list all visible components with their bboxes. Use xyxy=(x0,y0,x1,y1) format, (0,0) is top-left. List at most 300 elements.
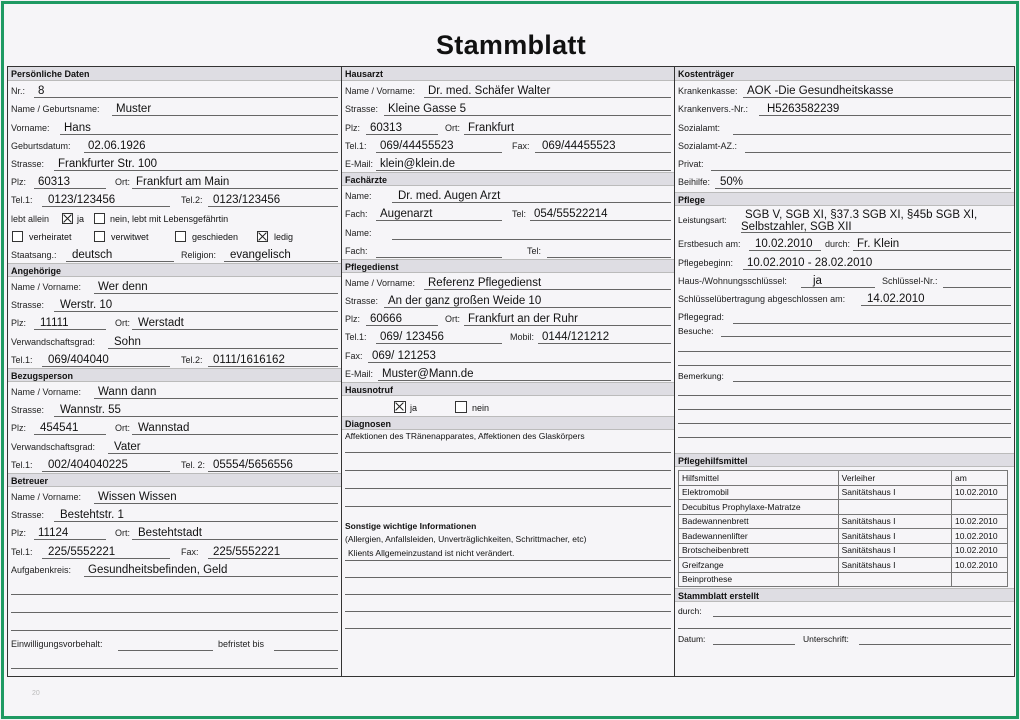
table-cell[interactable] xyxy=(838,572,951,587)
verw-value[interactable]: Vater xyxy=(114,440,141,453)
diagnosen-line xyxy=(345,506,671,507)
row-lebt-allein xyxy=(8,208,341,226)
beihilfe-value[interactable]: 50% xyxy=(720,176,744,189)
row-strasse xyxy=(342,291,674,309)
row-fach xyxy=(342,204,674,222)
tel2-label: Tel.2: xyxy=(181,354,203,365)
bemerkung-line xyxy=(733,381,1011,382)
email-label: E-Mail: xyxy=(345,368,374,379)
sozialamt-az-underline[interactable] xyxy=(745,152,1011,153)
table-cell[interactable]: Sanitätshaus I xyxy=(838,543,951,558)
strasse-value[interactable]: An der ganz großen Weide 10 xyxy=(388,295,542,308)
table-cell[interactable]: 10.02.2010 xyxy=(952,558,1008,573)
fax-underline xyxy=(535,152,671,153)
blank-line[interactable] xyxy=(11,668,338,669)
verw-value[interactable]: Sohn xyxy=(114,335,141,348)
row-hausnotruf xyxy=(342,396,674,416)
email-value[interactable]: klein@klein.de xyxy=(380,157,455,170)
durch-label: durch: xyxy=(825,239,851,250)
ort-label: Ort: xyxy=(115,423,130,434)
section-header: Angehörige xyxy=(8,263,341,277)
table-cell[interactable]: Elektromobil xyxy=(679,485,839,500)
nein-label: nein xyxy=(472,402,490,413)
beihilfe-label: Beihilfe: xyxy=(678,177,711,188)
bemerkung-line xyxy=(678,395,1011,396)
ort-value[interactable]: Frankfurt an der Ruhr xyxy=(468,313,578,326)
row-schluessel xyxy=(675,271,1014,289)
ort-value[interactable]: Frankfurt xyxy=(468,121,515,134)
tel1-value[interactable]: 225/5552221 xyxy=(48,545,116,558)
durch-label: durch: xyxy=(678,606,702,617)
table-row xyxy=(679,543,1008,558)
table-cell[interactable] xyxy=(952,500,1008,515)
name-label: Name / Vorname: xyxy=(345,86,416,97)
hausnotruf-nein-checkbox[interactable] xyxy=(455,401,467,413)
diagnosen-line xyxy=(345,488,671,489)
row-name2 xyxy=(342,222,674,240)
footer-page-number: 20 xyxy=(32,690,40,697)
tel2-underline xyxy=(208,206,338,207)
pflegegrad-underline[interactable] xyxy=(733,323,1011,324)
plz-label: Plz: xyxy=(345,314,361,325)
row-tel-fax xyxy=(8,541,341,559)
plz-underline xyxy=(34,188,106,189)
religion-value[interactable]: evangelisch xyxy=(230,248,291,261)
ort-underline xyxy=(132,539,338,540)
row-sozialamt-az xyxy=(675,136,1014,154)
table-row xyxy=(679,514,1008,529)
tel1-underline xyxy=(42,558,170,559)
ja-label: ja xyxy=(77,213,85,224)
row-blank xyxy=(8,614,341,632)
ledig-checkbox[interactable] xyxy=(257,231,268,242)
row-leistungsart xyxy=(675,206,1014,234)
erstbesuch-value[interactable]: 10.02.2010 xyxy=(755,238,813,251)
datum-line[interactable] xyxy=(713,644,795,645)
section-header: Diagnosen xyxy=(342,416,674,430)
strasse-underline xyxy=(54,170,338,171)
section-header: Pflegehilfsmittel xyxy=(675,453,1014,467)
row-versnr xyxy=(675,99,1014,117)
plz-underline xyxy=(366,325,438,326)
plz-label: Plz: xyxy=(11,423,27,434)
row-tel xyxy=(8,455,341,473)
durch-underline xyxy=(853,250,1011,251)
strasse-label: Strasse: xyxy=(345,296,379,307)
table-cell[interactable]: Sanitätshaus I xyxy=(838,558,951,573)
plz-value[interactable]: 454541 xyxy=(40,422,79,435)
name-underline xyxy=(424,97,671,98)
besuche-line xyxy=(678,351,1011,352)
besuche-line xyxy=(678,365,1011,366)
email-value[interactable]: Muster@Mann.de xyxy=(382,367,474,380)
blank-line[interactable] xyxy=(11,594,338,595)
section-diagnosen xyxy=(342,416,674,518)
row-email xyxy=(342,364,674,382)
tel1-value[interactable]: 0123/123456 xyxy=(48,194,116,207)
section-header: Persönliche Daten xyxy=(8,67,341,81)
row-erstbesuch xyxy=(675,234,1014,252)
privat-label: Privat: xyxy=(678,158,704,169)
blank-line[interactable] xyxy=(678,628,1011,629)
tel1-label: Tel.1: xyxy=(11,546,33,557)
row-strasse xyxy=(342,99,674,117)
name-value[interactable]: Wer denn xyxy=(98,281,148,294)
row-familienstand xyxy=(8,227,341,245)
bemerkung-line xyxy=(678,423,1011,424)
ort-underline xyxy=(464,325,671,326)
row-tel xyxy=(8,350,341,368)
table-cell[interactable]: 10.02.2010 xyxy=(952,514,1008,529)
section-pflegedienst xyxy=(342,259,674,382)
ort-label: Ort: xyxy=(115,528,130,539)
section-hausnotruf xyxy=(342,382,674,416)
table-cell[interactable]: Sanitätshaus I xyxy=(838,485,951,500)
plz-value[interactable]: 60313 xyxy=(370,121,402,134)
name-value[interactable]: Muster xyxy=(116,103,152,116)
lebt-allein-ja-checkbox[interactable] xyxy=(62,213,73,224)
vorname-underline xyxy=(60,134,338,135)
unterschrift-line[interactable] xyxy=(859,644,1011,645)
row-tel-fax xyxy=(342,136,674,154)
kasse-label: Krankenkasse: xyxy=(678,86,738,97)
tel1-underline xyxy=(376,343,502,344)
nein-lebt-label: nein, lebt mit Lebensgefährtin xyxy=(110,213,229,224)
hilfsmittel-table-wrap xyxy=(675,467,1014,588)
column-left xyxy=(8,67,342,676)
tel2-value[interactable]: 05554/5656556 xyxy=(213,458,293,471)
ort-value[interactable]: Bestehtstadt xyxy=(138,527,202,540)
row-kasse xyxy=(675,81,1014,99)
schluessel-nr-underline[interactable] xyxy=(943,287,1011,288)
tel1-value[interactable]: 069/44455523 xyxy=(380,139,454,152)
geburtsdatum-underline xyxy=(84,152,338,153)
einwilligung-underline[interactable] xyxy=(118,650,213,651)
plz-label: Plz: xyxy=(11,318,27,329)
religion-underline xyxy=(224,261,338,262)
strasse-underline xyxy=(54,521,338,522)
ort-label: Ort: xyxy=(115,177,130,188)
row-name xyxy=(8,487,341,505)
table-cell[interactable]: 10.02.2010 xyxy=(952,543,1008,558)
name-value[interactable]: Wann dann xyxy=(98,386,157,398)
section-header: Betreuer xyxy=(8,473,341,487)
beihilfe-underline xyxy=(715,188,1011,189)
bemerkung-area[interactable] xyxy=(675,367,1014,447)
schluessel-nr-label: Schlüssel-Nr.: xyxy=(882,275,938,286)
vorname-label: Vorname: xyxy=(11,122,50,133)
name-value[interactable]: Wissen Wissen xyxy=(98,490,177,503)
staatsang-underline xyxy=(66,261,174,262)
row-name xyxy=(8,277,341,295)
tel2-label: Tel. 2: xyxy=(181,459,206,470)
tel1-value[interactable]: 069/ 123456 xyxy=(380,331,444,344)
section-betreuer xyxy=(8,473,341,671)
blank-line[interactable] xyxy=(11,630,338,631)
section-header: Pflegedienst xyxy=(342,259,674,273)
tel1-label: Tel.1: xyxy=(11,195,33,206)
strasse-value[interactable]: Kleine Gasse 5 xyxy=(388,103,466,116)
mobil-value[interactable]: 0144/121212 xyxy=(542,331,610,344)
verwitwet-checkbox[interactable] xyxy=(94,231,105,242)
fax-value[interactable]: 225/5552221 xyxy=(213,545,281,558)
table-cell[interactable]: Greifzange xyxy=(679,558,839,573)
tel2-value[interactable]: 0123/123456 xyxy=(213,194,281,207)
privat-underline[interactable] xyxy=(711,170,1011,171)
kasse-value[interactable]: AOK -Die Gesundheitskasse xyxy=(747,85,894,98)
name-label: Name / Vorname: xyxy=(11,282,82,293)
row-plz-ort xyxy=(342,309,674,327)
befristet-underline[interactable] xyxy=(274,650,338,651)
table-cell[interactable]: Decubitus Prophylaxe-Matratze xyxy=(679,500,839,515)
name-label: Name / Vorname: xyxy=(345,277,416,288)
plz-value[interactable]: 11111 xyxy=(40,317,69,330)
section-header: Kostenträger xyxy=(675,67,1014,81)
tel1-underline xyxy=(42,206,170,207)
strasse-label: Strasse: xyxy=(11,300,45,311)
sozialamt-label: Sozialamt: xyxy=(678,122,721,133)
nr-value[interactable]: 8 xyxy=(38,85,45,98)
row-privat xyxy=(675,154,1014,172)
leistungsart-value-2[interactable]: Selbstzahler, SGB XII xyxy=(741,221,852,234)
durch-value[interactable]: Fr. Klein xyxy=(857,238,900,251)
durch-line[interactable] xyxy=(713,616,1011,617)
column-header: Verleiher xyxy=(838,471,951,486)
row-blank xyxy=(8,652,341,670)
leistungsart-value-1[interactable]: SGB V, SGB XI, §37.3 SGB XI, §45b SGB XI, xyxy=(745,209,978,222)
fach2-underline[interactable] xyxy=(376,257,502,258)
table-cell[interactable]: Badewannenlifter xyxy=(679,529,839,544)
ort-value[interactable]: Wannstad xyxy=(138,422,190,435)
table-cell[interactable]: 10.02.2010 xyxy=(952,529,1008,544)
row-nr xyxy=(8,81,341,99)
sonstige-area[interactable] xyxy=(342,518,674,646)
table-header-row xyxy=(679,471,1008,486)
row-strasse xyxy=(8,400,341,418)
staatsang-value[interactable]: deutsch xyxy=(72,248,113,261)
row-plz-ort xyxy=(8,313,341,331)
mobil-underline xyxy=(538,343,671,344)
row-name xyxy=(342,81,674,99)
name-underline xyxy=(94,398,338,399)
name2-underline[interactable] xyxy=(392,239,671,240)
ort-value[interactable]: Werstadt xyxy=(138,317,184,330)
schluessel-label: Haus-/Wohnungsschlüssel: xyxy=(678,275,787,286)
pflegebeginn-value[interactable]: 10.02.2010 - 28.02.2010 xyxy=(747,256,873,269)
strasse-underline xyxy=(54,311,338,312)
versnr-underline xyxy=(759,115,1011,116)
tel1-value[interactable]: 002/404040225 xyxy=(48,458,128,471)
section-header: Fachärzte xyxy=(342,172,674,186)
table-cell[interactable]: Sanitätshaus I xyxy=(838,529,951,544)
row-plz-ort xyxy=(8,172,341,190)
fax-value[interactable]: 069/ 121253 xyxy=(372,349,436,362)
section-angehoerige xyxy=(8,263,341,368)
ort-underline xyxy=(464,134,671,135)
row-name xyxy=(8,382,341,400)
row-blank xyxy=(8,596,341,614)
uebertragung-underline xyxy=(861,305,1011,306)
fach-label: Fach: xyxy=(345,209,368,220)
kasse-underline xyxy=(743,97,1011,98)
table-cell[interactable] xyxy=(952,572,1008,587)
table-cell[interactable]: Sanitätshaus I xyxy=(838,514,951,529)
section-header: Stammblatt erstellt xyxy=(675,588,1014,602)
schluessel-value[interactable]: ja xyxy=(813,274,822,287)
hausnotruf-ja-checkbox[interactable] xyxy=(394,401,406,413)
tel2-value[interactable]: 0111/1616162 xyxy=(213,353,285,366)
section-pflege xyxy=(675,192,1014,447)
row-vorname xyxy=(8,117,341,135)
tel1-underline xyxy=(42,366,170,367)
verw-underline xyxy=(108,453,338,454)
ort-label: Ort: xyxy=(445,122,460,133)
fach-value[interactable]: Augenarzt xyxy=(380,208,433,221)
besuche-label: Besuche: xyxy=(678,326,714,337)
row-plz-ort xyxy=(8,418,341,436)
name-label: Name: xyxy=(345,191,372,202)
strasse-underline xyxy=(384,115,671,116)
religion-label: Religion: xyxy=(181,249,217,260)
aufgaben-underline xyxy=(84,576,338,577)
row-strasse xyxy=(8,295,341,313)
fach2-label: Fach: xyxy=(345,245,368,256)
strasse-value[interactable]: Wannstr. 55 xyxy=(60,404,121,417)
versnr-value[interactable]: H5263582239 xyxy=(767,103,840,116)
plz-value[interactable]: 60666 xyxy=(370,313,402,326)
tel-value[interactable]: 054/55522214 xyxy=(534,208,608,221)
section-persoenliche-daten xyxy=(8,67,341,263)
name-label: Name / Vorname: xyxy=(11,491,82,502)
plz-value[interactable]: 11124 xyxy=(38,527,69,540)
diagnosen-text: Affektionen des TRänenapparates, Affektionen des Glaskörpers xyxy=(345,430,585,441)
row-name xyxy=(8,99,341,117)
name-value[interactable]: Dr. med. Augen Arzt xyxy=(398,190,501,203)
table-cell[interactable]: Beinprothese xyxy=(679,572,839,587)
name-value[interactable]: Dr. med. Schäfer Walter xyxy=(428,85,551,98)
geschieden-checkbox[interactable] xyxy=(175,231,186,242)
email-underline xyxy=(376,170,671,171)
sonstige-sub: (Allergien, Anfallsleiden, Unverträglichkeiten, Schrittmacher, etc) xyxy=(345,533,587,544)
tel1-label: Tel.1: xyxy=(345,332,367,343)
fach-underline xyxy=(376,220,502,221)
row-beihilfe xyxy=(675,172,1014,190)
uebertragung-value[interactable]: 14.02.2010 xyxy=(867,292,925,305)
tel2-underline xyxy=(208,471,338,472)
mobil-label: Mobil: xyxy=(510,332,535,343)
blank-line[interactable] xyxy=(11,612,338,613)
leistungsart-label: Leistungsart: xyxy=(678,215,727,226)
aufgaben-value[interactable]: Gesundheitsbefinden, Geld xyxy=(88,563,228,576)
tel1-value[interactable]: 069/404040 xyxy=(48,353,109,366)
fax-label: Fax: xyxy=(181,546,199,557)
sozialamt-underline[interactable] xyxy=(733,134,1011,135)
hilfsmittel-table xyxy=(678,470,1008,587)
geburtsdatum-label: Geburtsdatum: xyxy=(11,140,71,151)
strasse-value[interactable]: Frankfurter Str. 100 xyxy=(58,157,158,170)
table-row xyxy=(679,500,1008,515)
uebertragung-label: Schlüsselübertragung abgeschlossen am: xyxy=(678,293,846,304)
section-header: Hausnotruf xyxy=(342,382,674,396)
strasse-underline xyxy=(54,416,338,417)
unterschrift-label: Unterschrift: xyxy=(803,634,849,645)
tel2-underline[interactable] xyxy=(547,257,671,258)
name-underline xyxy=(112,115,338,116)
geschieden-label: geschieden xyxy=(192,231,239,242)
verheiratet-checkbox[interactable] xyxy=(12,231,23,242)
name-label: Name / Geburtsname: xyxy=(11,104,100,115)
schluessel-underline xyxy=(801,287,875,288)
page-frame xyxy=(1,1,1019,719)
row-fax xyxy=(342,345,674,363)
table-cell[interactable] xyxy=(838,500,951,515)
section-header: Hausarzt xyxy=(342,67,674,81)
strasse-value[interactable]: Bestehtstr. 1 xyxy=(60,509,124,522)
row-strasse xyxy=(8,505,341,523)
einwilligung-label: Einwilligungsvorbehalt: xyxy=(11,639,103,650)
geburtsdatum-value[interactable]: 02.06.1926 xyxy=(88,139,146,152)
bemerkung-label: Bemerkung: xyxy=(678,371,724,382)
verw-underline xyxy=(108,348,338,349)
table-cell[interactable]: Badewannenbrett xyxy=(679,514,839,529)
plz-underline xyxy=(366,134,438,135)
name-underline xyxy=(392,202,671,203)
tel1-underline xyxy=(42,471,170,472)
name2-label: Name: xyxy=(345,227,372,238)
pflegegrad-label: Pflegegrad: xyxy=(678,312,725,323)
besuche-line xyxy=(721,336,1011,337)
plz-value[interactable]: 60313 xyxy=(38,176,70,189)
section-pflegehilfsmittel xyxy=(675,453,1014,588)
column-header: am xyxy=(952,471,1008,486)
ort-label: Ort: xyxy=(115,318,130,329)
sonstige-line xyxy=(345,577,671,578)
fax-underline xyxy=(368,362,671,363)
verw-label: Verwandschaftsgrad: xyxy=(11,441,96,452)
diagnosen-line xyxy=(345,470,671,471)
plz-label: Plz: xyxy=(345,122,361,133)
erstellt-area xyxy=(675,602,1014,662)
fax-value[interactable]: 069/44455523 xyxy=(542,139,616,152)
sonstige-header: Sonstige wichtige Informationen xyxy=(345,520,477,531)
ja-label: ja xyxy=(410,402,418,413)
row-tel xyxy=(8,190,341,208)
row-einwilligung xyxy=(8,632,341,652)
page-title: Stammblatt xyxy=(435,30,587,60)
besuche-area[interactable] xyxy=(675,325,1014,367)
vorname-value[interactable]: Hans xyxy=(64,121,91,134)
name-value[interactable]: Referenz Pflegedienst xyxy=(428,276,542,289)
column-right xyxy=(675,67,1014,676)
row-pflegebeginn xyxy=(675,252,1014,270)
nr-label: Nr.: xyxy=(11,86,26,97)
table-cell[interactable]: Brotscheibenbrett xyxy=(679,543,839,558)
lebt-mit-checkbox[interactable] xyxy=(94,213,105,224)
ort-value[interactable]: Frankfurt am Main xyxy=(136,176,230,189)
row-name xyxy=(342,186,674,204)
section-sonstige xyxy=(342,518,674,646)
strasse-value[interactable]: Werstr. 10 xyxy=(60,299,113,312)
diagnosen-area[interactable] xyxy=(342,430,674,518)
strasse-label: Strasse: xyxy=(11,405,45,416)
name-underline xyxy=(94,293,338,294)
tel2-label: Tel.2: xyxy=(181,195,203,206)
verheiratet-label: verheiratet xyxy=(29,231,72,242)
table-cell[interactable]: 10.02.2010 xyxy=(952,485,1008,500)
row-verw xyxy=(8,331,341,349)
tel1-label: Tel.1: xyxy=(11,354,33,365)
fax-label: Fax: xyxy=(512,140,530,151)
